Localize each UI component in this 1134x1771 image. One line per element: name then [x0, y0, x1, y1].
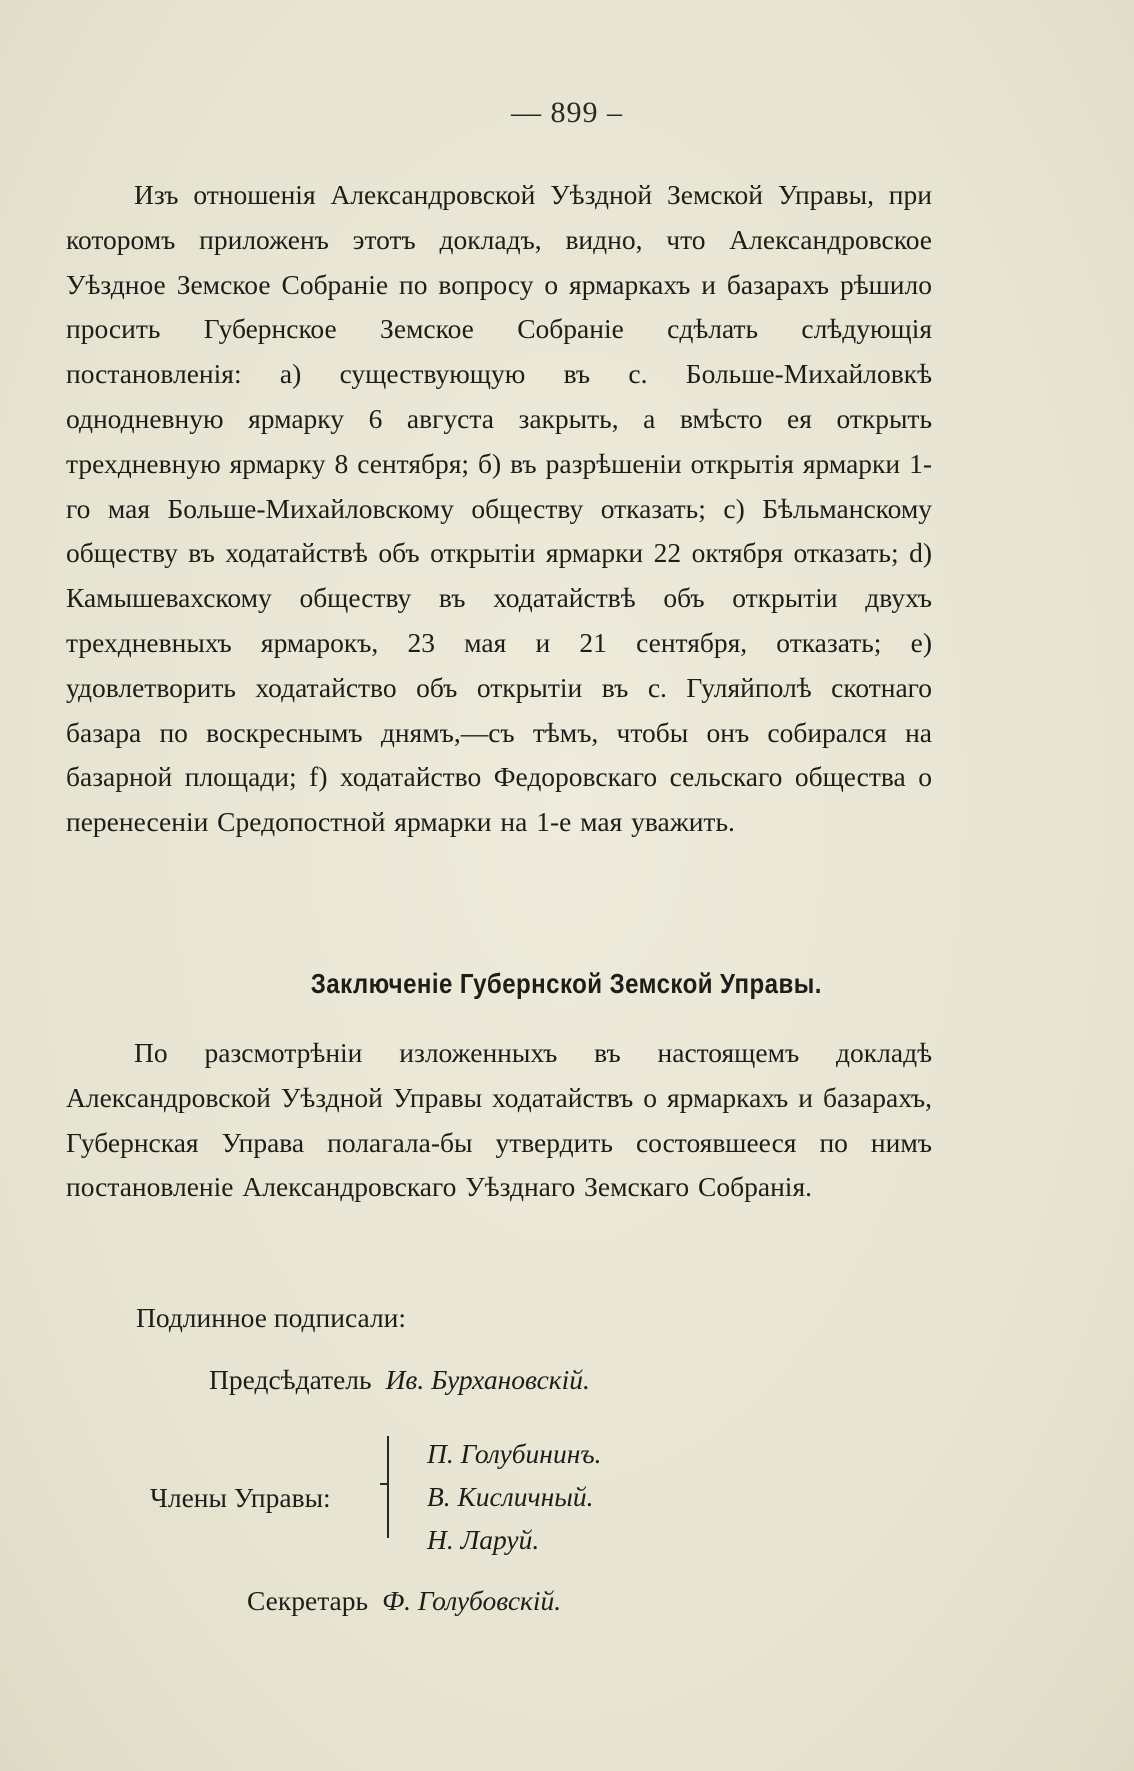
paragraph-zemstvo-report — [66, 173, 932, 845]
member-name: П. Голубининъ. — [427, 1438, 602, 1469]
member-name: В. Кисличный. — [427, 1481, 594, 1512]
chairman-title: Предсѣдатель — [209, 1364, 372, 1395]
secretary-signature — [247, 1585, 561, 1617]
chairman-signature — [209, 1364, 590, 1396]
chairman-name: Ив. Бурхановскій. — [385, 1364, 590, 1395]
page-number: — 899 – — [511, 96, 623, 129]
paragraph-conclusion — [66, 1031, 932, 1210]
section-heading: Заключеніе Губернской Земской Управы. — [310, 968, 822, 999]
members-brace — [387, 1436, 399, 1538]
secretary-name: Ф. Голубовскій. — [382, 1585, 562, 1616]
member-name: Н. Ларуй. — [427, 1524, 540, 1555]
signed-intro: Подлинное подписали: — [136, 1302, 407, 1333]
members-label: Члены Управы: — [150, 1482, 331, 1513]
secretary-title: Секретарь — [247, 1585, 369, 1616]
paragraph-text: Изъ отношенія Александровской Уѣздной Земской Управы, при которомъ приложенъ этотъ докладъ, видно, что Александровское Уѣздное Земское Собраніе по вопросу о ярмаркахъ и базарахъ рѣшило просить Губернское Земское Собраніе сдѣлать слѣдующія постановленія: а) существующую въ с. Больше-Михайловкѣ однодневную ярмарку 6 августа закрыть, а вмѣсто ея открыть трехдневную ярмарку 8 сентября; б) въ разрѣшеніи открытія ярмарки 1-го мая Больше-Михайловскому обществу отказать; с) Бѣльманскому обществу въ ходатайствѣ объ открытіи ярмарки 22 октября отказать; d) Камышевахскому обществу въ ходатайствѣ объ открытіи двухъ трехдневныхъ ярмарокъ, 23 мая и 21 сентября, отказать; е) удовлетворить ходатайство объ открытіи въ с. Гуляйполѣ скотнаго базара по воскреснымъ днямъ,—съ тѣмъ, чтобы онъ собирался на базарной площади; f) ходатайство Федоровскаго сельскаго общества о перенесеніи Средопостной ярмарки на 1-е мая уважить. — [66, 179, 932, 838]
paragraph-text: По разсмотрѣніи изложенныхъ въ настоящемъ докладѣ Александровской Уѣздной Управы ходатайствъ о ярмаркахъ и базарахъ, Губернская Управа полагала-бы утвердить состоявшееся по нимъ постановленіе Александровскаго Уѣзднаго Земскаго Собранія. — [66, 1037, 932, 1203]
